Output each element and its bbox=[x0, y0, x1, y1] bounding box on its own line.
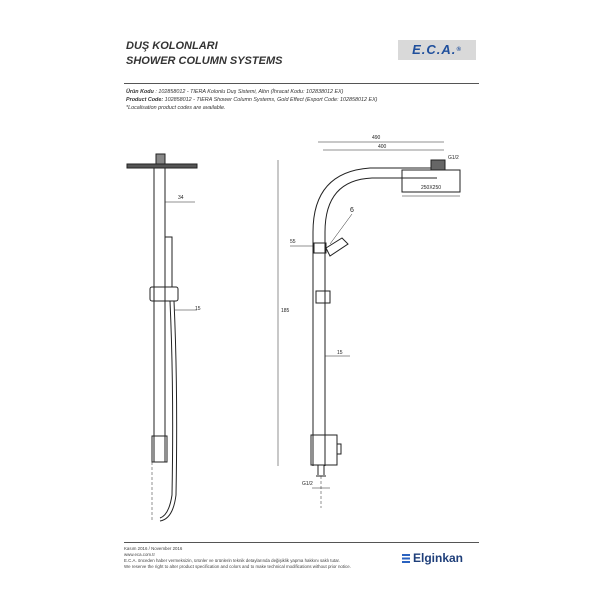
product-code-label-tr: Ürün Kodu bbox=[126, 89, 154, 95]
dim-34: 34 bbox=[178, 195, 184, 201]
elginkan-logo bbox=[402, 551, 463, 565]
left-head-connector bbox=[156, 154, 165, 164]
dim-g12-top: G1/2 bbox=[448, 155, 459, 161]
product-code-value-en: 102858012 - TIERA Shower Column Systems, Gold Effect (Export Code: 102858012 EX) bbox=[164, 97, 378, 103]
dim-15-left: 15 bbox=[195, 306, 201, 312]
right-slider bbox=[316, 291, 330, 303]
dim-185: 185 bbox=[281, 308, 290, 314]
footer-disclaimer-en: We reserve the right to alter product specification and colors and to make technical modifications without prior notice. bbox=[124, 564, 351, 569]
product-code-value-tr: : 102858012 - TIERA Kolonlu Duş Sistemi, Altın (İhracat Kodu: 102838012 EX) bbox=[155, 89, 344, 95]
left-hose-outline bbox=[160, 301, 177, 521]
dim-6: 6 bbox=[350, 207, 354, 214]
right-inlet bbox=[316, 465, 326, 476]
column-pipe-outer bbox=[313, 168, 437, 466]
leader-line-6 bbox=[330, 214, 352, 244]
right-head-connector bbox=[431, 160, 445, 170]
column-pipe-inner bbox=[325, 178, 437, 466]
logo-text: E.C.A. bbox=[412, 42, 457, 57]
title-turkish: DUŞ KOLONLARI bbox=[126, 40, 218, 52]
dim-55: 55 bbox=[290, 239, 296, 245]
front-view bbox=[127, 154, 197, 521]
product-code-label-en: Product Code: bbox=[126, 97, 164, 103]
right-hand-shower bbox=[326, 238, 348, 256]
right-mixer-body bbox=[311, 435, 337, 465]
right-mixer-handle bbox=[337, 444, 341, 454]
dim-g12-bottom: G1/2 bbox=[302, 481, 313, 487]
dim-490: 490 bbox=[372, 135, 381, 141]
elginkan-text: Elginkan bbox=[413, 551, 464, 565]
dim-250x250: 250X250 bbox=[421, 185, 442, 191]
dim-400: 400 bbox=[378, 144, 387, 150]
footer-date: Kasım 2016 / November 2016 bbox=[124, 546, 183, 551]
right-pipe-holder bbox=[314, 243, 326, 253]
localisation-note: *Localisation product codes are available. bbox=[126, 105, 226, 111]
title-english: SHOWER COLUMN SYSTEMS bbox=[126, 55, 283, 67]
left-hose bbox=[160, 301, 173, 518]
logo-registered-mark: ® bbox=[456, 47, 462, 53]
left-shower-head bbox=[127, 164, 197, 168]
left-hand-shower bbox=[165, 237, 172, 287]
side-view bbox=[278, 142, 460, 508]
dim-15-right: 15 bbox=[337, 350, 343, 356]
footer-url[interactable]: www.eca.com.tr bbox=[124, 552, 155, 557]
footer-disclaimer-tr: E.C.A. önceden haber vermeksizin, ürünler ve ürünlerin teknik detaylarında değişiklik yapma hakkını saklı tutar. bbox=[124, 558, 340, 563]
footer-divider bbox=[124, 542, 479, 543]
elginkan-mark-icon bbox=[402, 554, 410, 563]
